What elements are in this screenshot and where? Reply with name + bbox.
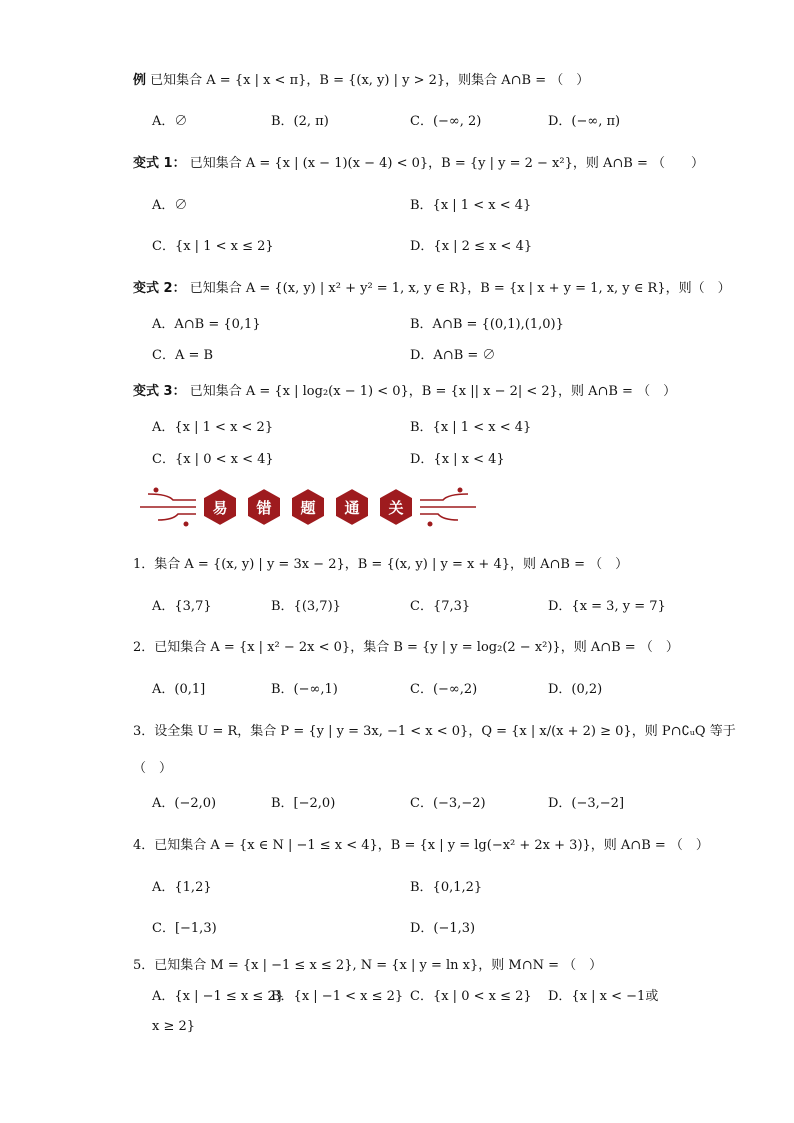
question-4: 4．已知集合 A = {x ∈ N | −1 ≤ x < 4}，B = {x | y = lg(−x² + 2x + 3)}，则 A∩B = （ ） [133,838,709,853]
option-c: C．{7,3} [410,599,471,614]
option-c: C．(−3,−2) [410,796,486,811]
option-a: A．{x | −1 ≤ x ≤ 2} [152,989,284,1004]
option-d: D．(0,2) [548,682,603,697]
question-5: 5．已知集合 M = {x | −1 ≤ x ≤ 2}, N = {x | y = ln x}，则 M∩N = （ ） [133,958,603,973]
banner-char: 题 [300,498,316,517]
option-a: A．{1,2} [152,880,212,895]
option-b: B．{(3,7)} [271,599,341,614]
option-a: A．(0,1] [152,682,206,697]
banner-char: 易 [212,498,228,517]
option-c: C．[−1,3) [152,921,217,936]
variant-2-label: 变式 2： [133,281,186,296]
option-d: D．(−∞, π) [548,114,621,129]
banner-hex-5 [376,487,416,527]
option-c: C．{x | 1 < x ≤ 2} [152,239,274,254]
option-c: C．A = B [152,348,214,363]
option-b: B．{x | 1 < x < 4} [410,420,532,435]
banner-hex-4 [332,487,372,527]
section-banner [138,482,478,532]
variant-3-stem: 已知集合 A = {x | log₂(x − 1) < 0}，B = {x || x − 2| < 2}，则 A∩B = （ ） [189,384,677,399]
option-a: A．{3,7} [152,599,212,614]
option-d: D．(−3,−2] [548,796,625,811]
option-a: A．(−2,0) [152,796,217,811]
example-label: 例 [133,73,147,88]
variant-1-label: 变式 1： [133,156,186,171]
option-b: B．{0,1,2} [410,880,483,895]
question-3: 3．设全集 U = R，集合 P = {y | y = 3x, −1 < x < 0}，Q = {x | x/(x + 2) ≥ 0}，则 P∩∁ᵤQ 等于 [133,724,736,739]
banner-char: 错 [256,498,272,517]
option-b: B．A∩B = {(0,1),(1,0)} [410,317,564,332]
option-b: B．{x | 1 < x < 4} [410,198,532,213]
option-b: B．(2, π) [271,114,329,129]
option-d: D．{x | x < 4} [410,452,505,467]
option-a: A．{x | 1 < x < 2} [152,420,274,435]
option-c: C．{x | 0 < x ≤ 2} [410,989,532,1004]
option-b: B．{x | −1 < x ≤ 2} [271,989,404,1004]
banner-hex-3 [288,487,328,527]
option-a: A．∅ [152,114,188,129]
option-d: D．{x | 2 ≤ x < 4} [410,239,533,254]
banner-hex-2 [244,487,284,527]
example-stem: 已知集合 A = {x | x < π}，B = {(x, y) | y > 2}，则集合 A∩B = （ ） [150,73,590,88]
option-d: D．{x = 3, y = 7} [548,599,666,614]
option-a: A．A∩B = {0,1} [152,317,261,332]
option-d: D．{x | x < −1或 [548,989,659,1004]
question-1: 1．集合 A = {(x, y) | y = 3x − 2}，B = {(x, y) | y = x + 4}，则 A∩B = （ ） [133,557,629,572]
option-c: C．{x | 0 < x < 4} [152,452,274,467]
variant-2-stem: 已知集合 A = {(x, y) | x² + y² = 1, x, y ∈ R}，B = {x | x + y = 1, x, y ∈ R}，则（ ） [189,281,731,296]
banner-char: 通 [344,498,360,517]
option-c: C．(−∞, 2) [410,114,482,129]
variant-1-question [133,155,704,173]
question-3-blank: （ ） [133,761,173,776]
option-b: B．(−∞,1) [271,682,338,697]
option-d: D．A∩B = ∅ [410,348,496,363]
variant-1-stem: 已知集合 A = {x | (x − 1)(x − 4) < 0}，B = {y | y = 2 − x²}，则 A∩B = （ ） [189,156,704,171]
question-2: 2．已知集合 A = {x | x² − 2x < 0}，集合 B = {y | y = log₂(2 − x²)}，则 A∩B = （ ） [133,640,679,655]
banner-char: 关 [388,498,404,517]
option-a: A．∅ [152,198,188,213]
variant-2-question [133,280,731,298]
banner-hex-1 [200,487,240,527]
variant-3-label: 变式 3： [133,384,186,399]
option-b: B．[−2,0) [271,796,336,811]
example-question [133,72,589,90]
option-c: C．(−∞,2) [410,682,478,697]
option-d-continued: x ≥ 2} [152,1019,196,1034]
option-d: D．(−1,3) [410,921,476,936]
variant-3-question [133,383,676,401]
